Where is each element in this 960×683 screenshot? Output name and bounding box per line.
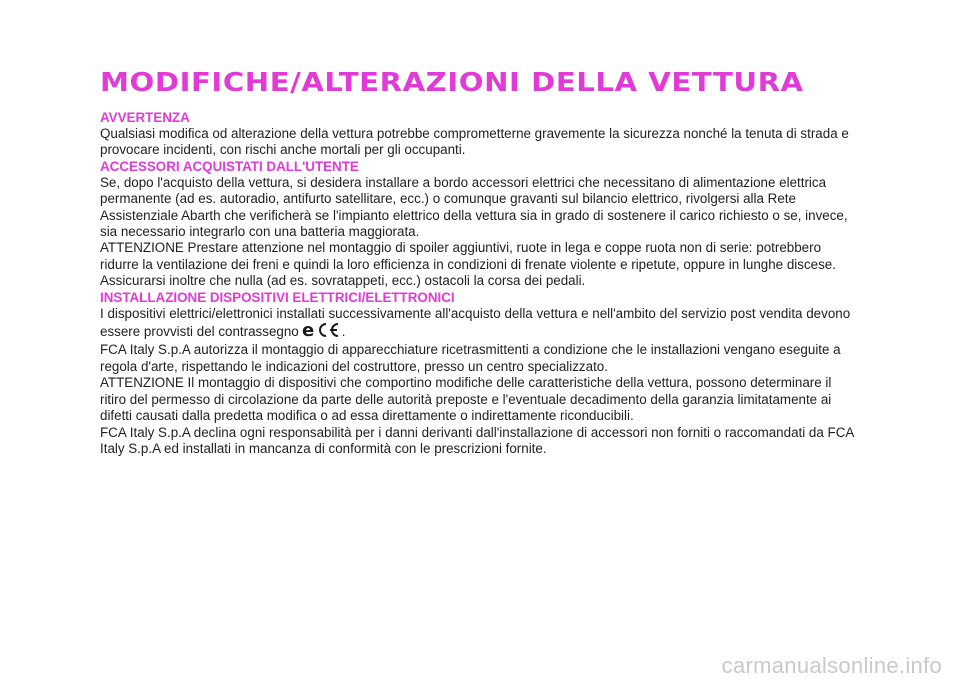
paragraph-accessori-2: ATTENZIONE Prestare attenzione nel montaggio di spoiler aggiuntivi, ruote in lega e coppe ruota non di serie: potrebbero ridurre la ventilazione dei freni e quindi la loro efficienza in condizioni di frenate violente e ripetute, oppure in lunghe discese. Assicurarsi inoltre che nulla (ad es. sovratappeti, ecc.) ostacoli la corsa dei pedali. [100,240,836,289]
paragraph-avvertenza: Qualsiasi modifica od alterazione della vettura potrebbe comprometterne gravemente la sicurezza nonché la tenuta di strada e provocare incidenti, con rischi anche mortali per gli occupanti. [100,126,849,158]
page-title: MODIFICHE/ALTERAZIONI DELLA VETTURA [100,68,804,98]
e-mark-letter: e [301,322,314,339]
e-mark-icon [302,322,342,342]
paragraph-installazione-3: ATTENZIONE Il montaggio di dispositivi che comportino modifiche delle caratteristiche della vettura, possono determinare il ritiro del permesso di circolazione da parte delle autorità preposte e l'eventuale decadimento della garanzia limitatamente ai difetti causati dalla predetta modifica o ad essa direttamente o indirettamente riconducibili. [100,375,832,424]
paragraph-installazione-4: FCA Italy S.p.A declina ogni responsabilità per i danni derivanti dall'installazione di accessori non forniti o raccomandati da FCA Italy S.p.A ed installati in mancanza di conformità con le prescrizioni fornite. [100,424,854,456]
paragraph-installazione-1 [100,306,860,343]
paragraph-installazione-2: FCA Italy S.p.A autorizza il montaggio di apparecchiature ricetrasmittenti a condizione che le installazioni vengano eseguite a regola d'arte, rispettando le indicazioni del costruttore, presso un centro specializzato. [100,342,841,374]
watermark: carmanualsonline.info [721,653,942,678]
paragraph-installazione-1-text: I dispositivi elettrici/elettronici installati successivamente all'acquisto della vettura e nell'ambito del servizio post vendita devono essere provvisti del contrassegno [100,305,851,340]
paragraph-accessori-1: Se, dopo l'acquisto della vettura, si desidera installare a bordo accessori elettrici che necessitano di alimentazione elettrica permanente (ad es. autoradio, antifurto satellitare, ecc.) o comunque gravanti sul bilancio elettrico, rivolgersi alla Rete Assistenziale Abarth che verificherà se l'impianto elettrico della vettura sia in grado di sostenere il carico richiesto o se, invece, sia necessario integrarlo con una batteria maggiorata. [100,174,848,240]
heading-installazione: INSTALLAZIONE DISPOSITIVI ELETTRICI/ELETTRONICI [100,289,455,305]
heading-avvertenza: AVVERTENZA [100,110,190,125]
document-page [100,66,860,457]
heading-accessori: ACCESSORI ACQUISTATI DALL'UTENTE [100,158,359,174]
paragraph-installazione-1-end: . [341,324,346,340]
